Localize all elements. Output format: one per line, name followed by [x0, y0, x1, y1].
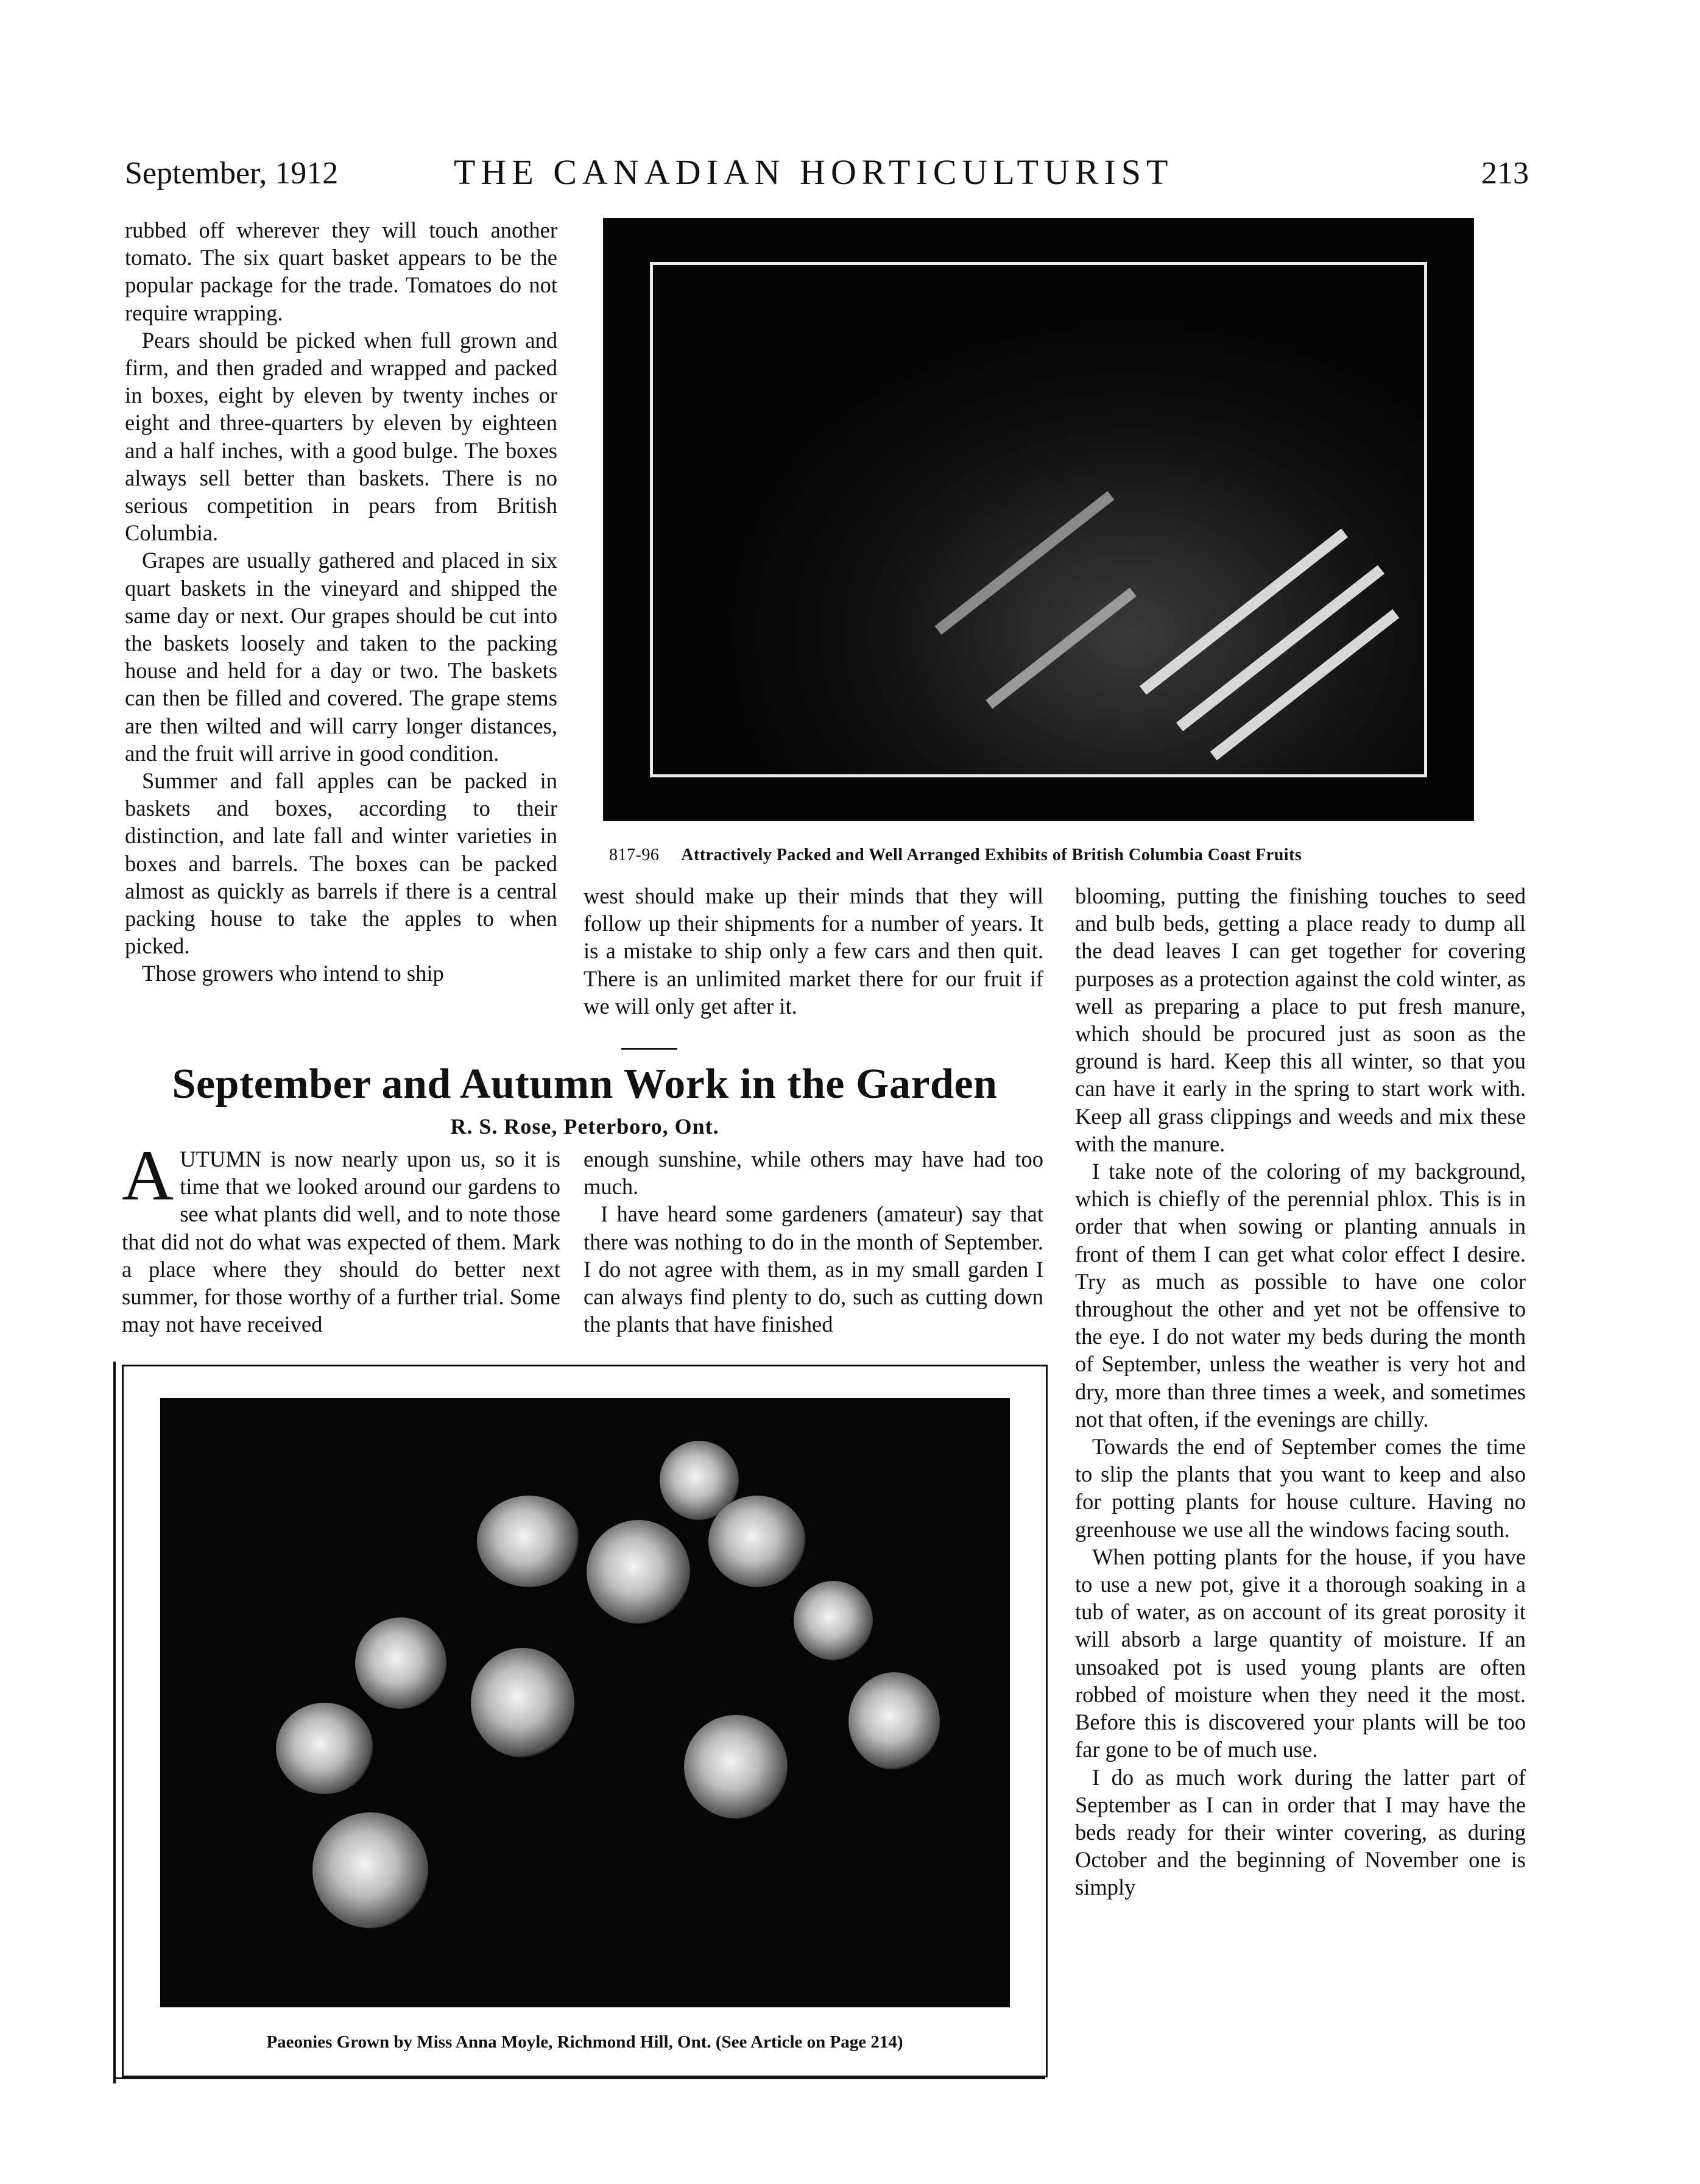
article-byline: R. S. Rose, Peterboro, Ont. — [450, 1114, 719, 1139]
photo-image-area — [160, 1398, 1010, 2007]
caption-text: Attractively Packed and Well Arranged Exhibits of British Columbia Coast Fruits — [681, 846, 1302, 864]
column-rule — [113, 1362, 116, 2083]
paragraph: Those growers who intend to ship — [142, 961, 444, 986]
paragraph: I have heard some gardeners (amateur) say that there was nothing to do in the month of September. I do not agree with them, as in my small garden I can always find plenty to do, such as cutting down the plants that have finished — [584, 1201, 1043, 1337]
paragraph: I take note of the coloring of my background, which is chiefly of the perennial phlox. This is in order that when sowing or planting annuals in front of them I can get what color effect I desire. Try as much as possible to have one color throughout the other and yet not be offensive to the eye. I do not water my beds during the month of September, unless the weather is very hot and dry, more than three times a week, and sometimes not that often, if the evenings are chilly. — [1075, 1159, 1526, 1432]
photo-image-area — [650, 262, 1427, 777]
paragraph: When potting plants for the house, if you have to use a new pot, give it a thorough soaking in a tub of water, as on account of its great porosity it will absorb a large quantity of moisture. If an unsoaked pot is used young plants are often robbed of moisture when they need it the most. Before this is discovered your plants will be too far gone to be of much use. — [1075, 1544, 1526, 1762]
paragraph: Grapes are usually gathered and placed in six quart baskets in the vineyard and shipped the same day or next. Our grapes should be cut into the baskets loosely and taken to the packing house and held for a day or two. The baskets can then be filled and covered. The grape stems are then wilted and will carry longer distances, and the fruit will arrive in good condition. — [125, 548, 557, 766]
article-column-3 — [1075, 882, 1526, 1901]
paragraph: I do as much work during the latter part of September as I can in order that I may have the beds ready for their winter covering, as during October and the beginning of November one is simply — [1075, 1764, 1526, 1900]
article-title: September and Autumn Work in the Garden — [172, 1061, 998, 1108]
paragraph: Summer and fall apples can be packed in baskets and boxes, according to their distinction, and late fall and winter varieties in boxes and barrels. The boxes can be packed almost as quickly as barrels if there is a central packing house to take the apples to when picked. — [125, 768, 557, 959]
article-column-2 — [584, 1145, 1043, 1338]
paragraph: AUTUMN is now nearly upon us, so it is time that we looked around our gardens to see what plants did well, and to note those that did not do what was expected of them. Mark a place where they should do better next summer, for those worthy of a further trial. Some may not have received — [122, 1136, 560, 1337]
flower — [355, 1617, 446, 1709]
flower — [684, 1715, 788, 1818]
flower — [848, 1672, 940, 1770]
journal-title: THE CANADIAN HORTICULTURIST — [454, 152, 1174, 192]
bottom-rule — [113, 2077, 1045, 2079]
flower — [794, 1581, 873, 1660]
top-middle-column — [584, 882, 1043, 1020]
section-divider — [621, 1048, 677, 1050]
bottom-photo-caption: Paeonies Grown by Miss Anna Moyle, Richmond Hill, Ont. (See Article on Page 214) — [266, 2032, 903, 2052]
flower — [477, 1496, 580, 1587]
article-column-1 — [122, 1136, 560, 1338]
paragraph: Pears should be picked when full grown and firm, and then graded and wrapped and packed in boxes, eight by eleven by twenty inches or eight and three-quarters by eleven by eighteen and a half inches, with a good bulge. The boxes always sell better than baskets. There is no serious competition in pears from British Columbia. — [125, 327, 557, 546]
photo-highlight — [935, 491, 1115, 635]
paeonies-photo — [122, 1365, 1048, 2077]
top-photo-caption — [609, 846, 1302, 865]
paragraph: enough sunshine, while others may have had too much. — [584, 1147, 1043, 1200]
flower — [471, 1648, 574, 1758]
fruit-exhibit-photo — [603, 218, 1474, 821]
paragraph: west should make up their minds that they will follow up their shipments for a number of years. It is a mistake to ship only a few cars and then quit. There is an unlimited market there for our fruit if we will only get after it. — [584, 883, 1043, 1019]
paragraph: Towards the end of September comes the time to slip the plants that you want to keep and also for potting plants for house culture. Having no greenhouse we use all the windows facing south. — [1075, 1434, 1526, 1542]
paragraph: rubbed off wherever they will touch another tomato. The six quart basket appears to be the popular package for the trade. Tomatoes do not require wrapping. — [125, 217, 557, 325]
flower — [276, 1703, 373, 1794]
flower — [587, 1520, 690, 1624]
drop-cap: A — [122, 1136, 174, 1215]
photo-id: 817-96 — [609, 846, 660, 864]
paragraph: blooming, putting the finishing touches to seed and bulb beds, getting a place ready to dump all the dead leaves I can get together for covering purposes as a protection against the cold winter, as well as preparing a place to put fresh manure, which should be procured just as soon as the ground is hard. Keep this all winter, so that you can have it early in the spring to start work with. Keep all grass clippings and weeds and mix these with the manure. — [1075, 883, 1526, 1156]
page-number: 213 — [1481, 156, 1529, 191]
flower — [708, 1496, 806, 1587]
top-left-column — [125, 216, 557, 988]
flower — [312, 1812, 428, 1928]
photo-highlight — [986, 588, 1136, 709]
issue-date: September, 1912 — [125, 156, 339, 191]
